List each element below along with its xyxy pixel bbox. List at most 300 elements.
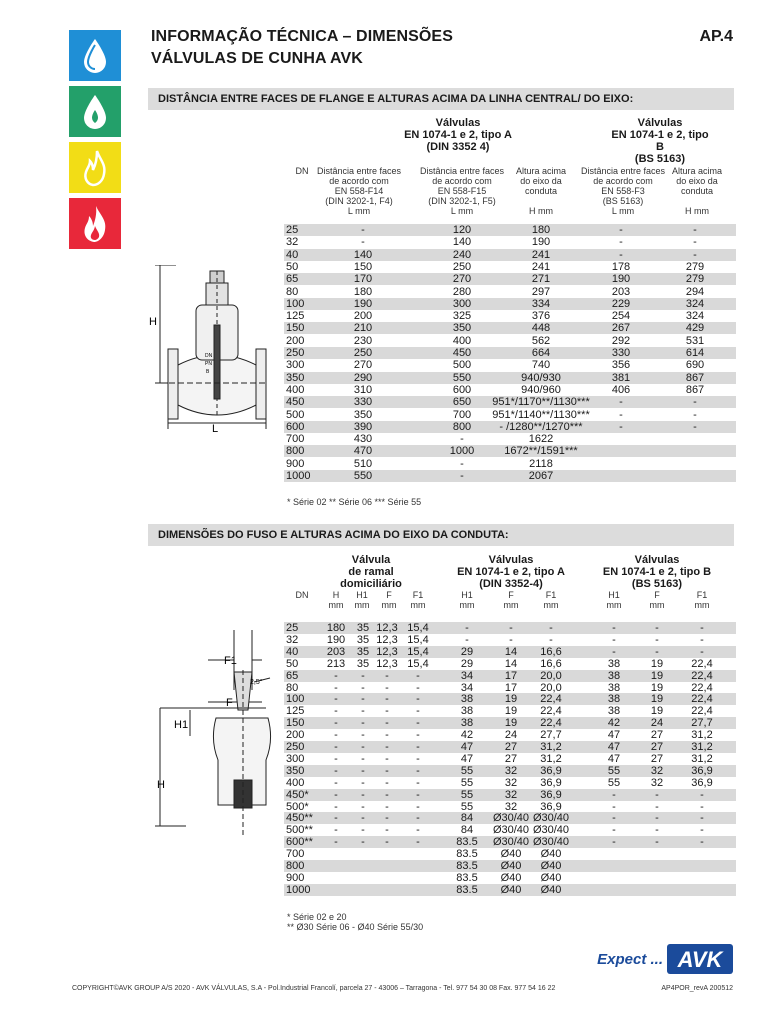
avk-logo-mark <box>667 944 733 974</box>
value-cell: - <box>655 800 659 813</box>
value-cell: - <box>465 633 469 646</box>
dn-cell: 80 <box>286 681 299 694</box>
value-cell: 84 <box>460 812 474 825</box>
value-cell: - <box>655 633 659 646</box>
dn-cell: 150 <box>286 717 305 730</box>
dn-cell: 900 <box>286 457 305 470</box>
dn-cell: 40 <box>286 645 299 658</box>
dn-cell: 300 <box>286 752 305 765</box>
table-row <box>284 359 736 371</box>
value-cell: 120 <box>452 224 472 236</box>
value-cell: 36,9 <box>691 764 713 777</box>
value-cell: - <box>361 800 365 813</box>
value-cell: - <box>361 681 365 694</box>
value-cell: 324 <box>685 297 705 310</box>
value-cell: Ø30/40 <box>492 812 530 825</box>
value-cell: 330 <box>611 347 631 359</box>
value-cell: 16,6 <box>540 657 562 670</box>
value-cell: 47 <box>607 729 621 742</box>
value-cell: - <box>385 669 389 682</box>
value-cell: - <box>700 824 704 837</box>
value-cell: - <box>416 800 420 813</box>
dn-cell: 200 <box>286 334 305 347</box>
s2-col-header: F mm <box>381 590 397 610</box>
dn-cell: 350 <box>286 371 305 384</box>
table-row <box>284 634 736 646</box>
value-cell: - <box>416 836 420 849</box>
drawing-plate-pn: PN <box>205 361 212 367</box>
value-cell: - <box>334 752 338 765</box>
value-cell: 400 <box>452 334 472 347</box>
value-cell: 614 <box>685 347 705 359</box>
table-row <box>284 236 736 248</box>
value-cell: 34 <box>460 669 474 682</box>
table-row <box>284 884 736 896</box>
value-cell: 213 <box>326 657 346 670</box>
value-cell: 267 <box>611 322 631 335</box>
value-cell: - <box>416 764 420 777</box>
value-cell: - <box>361 717 365 730</box>
value-cell: Ø30/40 <box>492 836 530 849</box>
value-cell: 14 <box>504 645 518 658</box>
value-cell: 550 <box>452 371 472 384</box>
value-cell: 250 <box>452 260 472 273</box>
page-subtitle: VÁLVULAS DE CUNHA AVK <box>151 50 363 67</box>
value-cell: Ø30/40 <box>532 812 570 825</box>
value-cell: - <box>334 800 338 813</box>
value-cell: 36,9 <box>540 788 562 801</box>
value-cell: 867 <box>685 383 705 396</box>
value-cell: 38 <box>607 669 621 682</box>
value-cell: 19 <box>650 657 664 670</box>
dn-cell: 700 <box>286 848 305 861</box>
value-cell: 430 <box>353 433 373 446</box>
value-cell: - <box>416 669 420 682</box>
value-cell: 200 <box>353 310 373 323</box>
value-cell: - <box>416 681 420 694</box>
table-row <box>284 693 736 705</box>
value-cell: - <box>612 800 616 813</box>
value-cell: 83.5 <box>456 836 478 849</box>
value-cell: 12,3 <box>376 657 398 670</box>
value-cell: 510 <box>353 457 373 470</box>
s2-col-header: F mm <box>503 590 519 610</box>
value-cell: - <box>655 622 659 634</box>
value-cell: 180 <box>531 224 551 236</box>
dn-cell: 400 <box>286 383 305 396</box>
dn-cell: 50 <box>286 657 299 670</box>
value-cell: 22,4 <box>540 717 562 730</box>
s1-col-header: Altura acima do eixo da conduta H mm <box>671 166 723 216</box>
value-cell: - <box>700 836 704 849</box>
value-cell: - <box>693 408 697 421</box>
value-cell: 150 <box>353 260 373 273</box>
dn-cell: 600** <box>286 836 313 849</box>
value-cell: 229 <box>611 297 631 310</box>
value-cell: 240 <box>452 248 472 261</box>
footer-copyright: COPYRIGHT©AVK GROUP A/S 2020 - AVK VÁLVULAS, S.A - Pol.Industrial Francolí, parcela 27 - 43006 – Tarragona - Tel. 977 54 30 08 Fax. 977 54 16 22 <box>72 985 556 992</box>
value-cell: 29 <box>460 645 474 658</box>
value-cell: - <box>619 396 623 409</box>
water-drop-icon <box>69 30 121 81</box>
value-cell: 38 <box>460 717 474 730</box>
value-cell: 36,9 <box>540 776 562 789</box>
value-cell: - <box>361 236 365 249</box>
s2-col-header: H mm <box>328 590 344 610</box>
value-cell: 32 <box>504 776 518 789</box>
value-cell: 15,4 <box>407 657 429 670</box>
value-cell: 292 <box>611 334 631 347</box>
value-cell: - <box>385 717 389 730</box>
dn-cell: 125 <box>286 310 305 323</box>
value-cell: 330 <box>353 396 373 409</box>
drawing-label-h: H <box>149 316 157 328</box>
dn-cell: 65 <box>286 669 299 682</box>
table-row <box>284 848 736 860</box>
drawing-label-l: L <box>212 423 219 435</box>
value-cell: 1000 <box>449 445 475 458</box>
value-cell: 406 <box>611 383 631 396</box>
table-row <box>284 409 736 421</box>
gas-flame-icon <box>69 86 121 137</box>
value-cell: 83.5 <box>456 871 478 884</box>
value-cell: - <box>416 812 420 825</box>
value-cell: 24 <box>650 717 664 730</box>
value-cell: - <box>465 622 469 634</box>
table-row <box>284 322 736 334</box>
value-cell: 325 <box>452 310 472 323</box>
value-cell: - <box>416 729 420 742</box>
value-cell: 356 <box>611 359 631 372</box>
value-cell: Ø30/40 <box>492 824 530 837</box>
value-cell: Ø40 <box>500 860 522 872</box>
value-cell: 31,2 <box>540 752 562 765</box>
value-cell: Ø40 <box>540 860 562 872</box>
table-row <box>284 765 736 777</box>
value-cell: Ø40 <box>500 871 522 884</box>
dn-cell: 32 <box>286 236 299 249</box>
value-cell: - <box>385 836 389 849</box>
fire-icon <box>69 198 121 249</box>
value-cell: - <box>361 764 365 777</box>
value-cell: 38 <box>607 681 621 694</box>
value-cell: - <box>460 457 464 470</box>
value-cell: 83.5 <box>456 848 478 861</box>
value-cell: 38 <box>460 693 474 706</box>
value-cell: 562 <box>531 334 551 347</box>
value-cell: - <box>619 236 623 249</box>
value-cell: Ø40 <box>500 883 522 896</box>
logo-tagline: Expect ... <box>597 950 663 968</box>
value-cell: - <box>385 764 389 777</box>
value-cell: - <box>460 470 464 482</box>
dn-cell: 500* <box>286 800 309 813</box>
dn-cell: 700 <box>286 433 305 446</box>
value-cell: 20,0 <box>540 681 562 694</box>
value-cell: 27 <box>504 752 518 765</box>
dn-cell: 50 <box>286 260 299 273</box>
value-cell: - <box>612 836 616 849</box>
value-cell: 15,4 <box>407 622 429 634</box>
value-cell: - <box>385 741 389 753</box>
s2-col-header: F mm <box>649 590 665 610</box>
table-row <box>284 445 736 457</box>
gate-valve-dimension-drawing <box>146 265 276 435</box>
value-cell: - <box>334 836 338 849</box>
value-cell: 280 <box>452 285 472 298</box>
value-cell: 940/960 <box>521 383 561 396</box>
dn-cell: 900 <box>286 871 305 884</box>
drawing-label-angle: 2,5° <box>250 679 263 686</box>
value-cell: - <box>693 236 697 249</box>
value-cell: 38 <box>607 705 621 718</box>
value-cell: 42 <box>460 729 474 742</box>
dn-cell: 1000 <box>286 470 311 482</box>
value-cell: 32 <box>650 776 664 789</box>
dn-cell: 300 <box>286 359 305 372</box>
s2-col-header: H1 mm <box>459 590 475 610</box>
value-cell: - <box>385 812 389 825</box>
value-cell: - <box>334 764 338 777</box>
dn-cell: 1000 <box>286 883 311 896</box>
dn-cell: 65 <box>286 273 299 286</box>
s2-col-header: F1 mm <box>694 590 710 610</box>
value-cell: 279 <box>685 273 705 286</box>
value-cell: 22,4 <box>691 681 713 694</box>
table-row <box>284 286 736 298</box>
value-cell: 47 <box>607 752 621 765</box>
value-cell: 381 <box>611 371 631 384</box>
value-cell: - <box>700 788 704 801</box>
value-cell: Ø30/40 <box>532 824 570 837</box>
value-cell: - <box>361 836 365 849</box>
value-cell: - <box>655 836 659 849</box>
table-row <box>284 658 736 670</box>
value-cell: - <box>612 812 616 825</box>
drawing-label-h: H <box>157 779 165 791</box>
value-cell: 22,4 <box>691 669 713 682</box>
table-row <box>284 729 736 741</box>
value-cell: - <box>700 800 704 813</box>
table-row <box>284 860 736 872</box>
value-cell: - <box>385 788 389 801</box>
value-cell: 31,2 <box>691 752 713 765</box>
value-cell: 32 <box>504 788 518 801</box>
value-cell: 15,4 <box>407 645 429 658</box>
value-cell: 55 <box>607 764 621 777</box>
value-cell: 170 <box>353 273 373 286</box>
dn-cell: 250 <box>286 741 305 753</box>
value-cell: 12,3 <box>376 645 398 658</box>
value-cell: 390 <box>353 420 373 433</box>
value-cell: 600 <box>452 383 472 396</box>
logo-brand: AVK <box>677 947 723 972</box>
value-cell: 19 <box>650 693 664 706</box>
table-row <box>284 801 736 813</box>
value-cell: - <box>416 788 420 801</box>
s1-col-header: Distância entre faces de acordo com EN 558-F15 (DIN 3202-1, F5) L mm <box>419 166 505 216</box>
avk-logo <box>597 944 733 974</box>
table-row <box>284 789 736 801</box>
value-cell: 448 <box>531 322 551 335</box>
value-cell: 35 <box>356 622 370 634</box>
value-cell: 334 <box>531 297 551 310</box>
value-cell: 324 <box>685 310 705 323</box>
value-cell: 19 <box>650 681 664 694</box>
value-cell: 140 <box>353 248 373 261</box>
value-cell: - <box>549 633 553 646</box>
value-cell: - <box>416 705 420 718</box>
dn-cell: 450* <box>286 788 309 801</box>
value-cell: - <box>361 693 365 706</box>
value-cell: 55 <box>460 776 474 789</box>
dn-cell: 25 <box>286 224 299 236</box>
value-cell: 31,2 <box>691 741 713 753</box>
value-cell: 500 <box>452 359 472 372</box>
table-row <box>284 872 736 884</box>
value-cell: - <box>612 824 616 837</box>
value-cell: - <box>334 812 338 825</box>
value-cell: 84 <box>460 824 474 837</box>
table-row <box>284 433 736 445</box>
dn-cell: 800 <box>286 445 305 458</box>
table-row <box>284 812 736 824</box>
value-cell: 350 <box>353 408 373 421</box>
value-cell: - <box>655 824 659 837</box>
value-cell: 14 <box>504 657 518 670</box>
value-cell: 297 <box>531 285 551 298</box>
value-cell: - <box>385 693 389 706</box>
table-row <box>284 741 736 753</box>
dn-cell: 400 <box>286 776 305 789</box>
value-cell: 940/930 <box>521 371 561 384</box>
value-cell: 38 <box>460 705 474 718</box>
value-cell: Ø40 <box>540 883 562 896</box>
table-row <box>284 261 736 273</box>
value-cell: 470 <box>353 445 373 458</box>
value-cell: 17 <box>504 669 518 682</box>
value-cell: - <box>693 224 697 236</box>
value-cell: 254 <box>611 310 631 323</box>
value-cell: 650 <box>452 396 472 409</box>
value-cell: 29 <box>460 657 474 670</box>
table-row <box>284 717 736 729</box>
value-cell: 550 <box>353 470 373 482</box>
value-cell: 55 <box>460 764 474 777</box>
value-cell: - <box>700 633 704 646</box>
table-row <box>284 753 736 765</box>
dn-cell: 600 <box>286 420 305 433</box>
value-cell: 429 <box>685 322 705 335</box>
value-cell: - <box>361 705 365 718</box>
value-cell: 867 <box>685 371 705 384</box>
drawing-plate-dn: DN <box>205 353 213 359</box>
value-cell: - <box>334 717 338 730</box>
value-cell: - <box>700 645 704 658</box>
value-cell: - <box>361 729 365 742</box>
s1-col-header: DN <box>295 166 309 176</box>
s1-col-header: Distância entre faces de acordo com EN 558-F14 (DIN 3202-1, F4) L mm <box>316 166 402 216</box>
value-cell: 32 <box>504 764 518 777</box>
value-cell: 279 <box>685 260 705 273</box>
dn-cell: 500** <box>286 824 313 837</box>
value-cell: 178 <box>611 260 631 273</box>
value-cell: 180 <box>353 285 373 298</box>
value-cell: 350 <box>452 322 472 335</box>
value-cell: 140 <box>452 236 472 249</box>
table-row <box>284 298 736 310</box>
value-cell: 271 <box>531 273 551 286</box>
table-row <box>284 836 736 848</box>
value-cell: 951*/1170**/1130*** <box>492 396 590 409</box>
value-cell: 38 <box>607 693 621 706</box>
table-row <box>284 705 736 717</box>
value-cell: 27 <box>650 752 664 765</box>
s1-col-header: Altura acima do eixo da conduta H mm <box>515 166 567 216</box>
value-cell: - <box>334 669 338 682</box>
value-cell: 250 <box>353 347 373 359</box>
value-cell: - <box>361 741 365 753</box>
s2-footnote-2: ** Ø30 Série 06 - Ø40 Série 55/30 <box>287 922 424 932</box>
value-cell: - <box>619 224 623 236</box>
value-cell: 36,9 <box>540 764 562 777</box>
value-cell: 22,4 <box>691 657 713 670</box>
section-1-title: DISTÂNCIA ENTRE FACES DE FLANGE E ALTURAS ACIMA DA LINHA CENTRAL/ DO EIXO: <box>148 88 734 110</box>
table-row <box>284 682 736 694</box>
value-cell: 2067 <box>528 470 554 482</box>
document-code: AP.4 <box>699 28 733 45</box>
dn-cell: 150 <box>286 322 305 335</box>
value-cell: - <box>619 408 623 421</box>
footer-document-code: AP4POR_revA 200512 <box>661 985 733 992</box>
value-cell: - <box>334 741 338 753</box>
value-cell: - <box>509 622 513 634</box>
value-cell: - <box>416 741 420 753</box>
s2-col-header: H1 mm <box>354 590 370 610</box>
value-cell: Ø30/40 <box>532 836 570 849</box>
value-cell: 270 <box>353 359 373 372</box>
value-cell: 83.5 <box>456 883 478 896</box>
dn-cell: 800 <box>286 860 305 872</box>
value-cell: 190 <box>611 273 631 286</box>
value-cell: 27,7 <box>540 729 562 742</box>
value-cell: 24 <box>504 729 518 742</box>
value-cell: 15,4 <box>407 633 429 646</box>
value-cell: 47 <box>460 752 474 765</box>
dn-cell: 80 <box>286 285 299 298</box>
table-row <box>284 249 736 261</box>
value-cell: - <box>361 776 365 789</box>
value-cell: 740 <box>531 359 551 372</box>
value-cell: 1672**/1591*** <box>504 445 578 458</box>
s1-footnote: * Série 02 ** Série 06 *** Série 55 <box>287 497 422 507</box>
value-cell: 951*/1140**/1130*** <box>492 408 590 421</box>
value-cell: - <box>655 645 659 658</box>
value-cell: - <box>385 752 389 765</box>
value-cell: 203 <box>326 645 346 658</box>
value-cell: 34 <box>460 681 474 694</box>
value-cell: 1622 <box>528 433 554 446</box>
s2-group-type-b-header: Válvulas EN 1074-1 e 2, tipo B (BS 5163) <box>602 554 712 590</box>
fire-flame-icon <box>69 142 121 193</box>
value-cell: 241 <box>531 260 551 273</box>
table-row <box>284 384 736 396</box>
dn-cell: 200 <box>286 729 305 742</box>
s1-group-type-b-header: Válvulas EN 1074-1 e 2, tipo B (BS 5163) <box>611 117 709 165</box>
drawing-label-h1: H1 <box>174 719 189 731</box>
value-cell: - <box>655 788 659 801</box>
dn-cell: 450** <box>286 812 313 825</box>
